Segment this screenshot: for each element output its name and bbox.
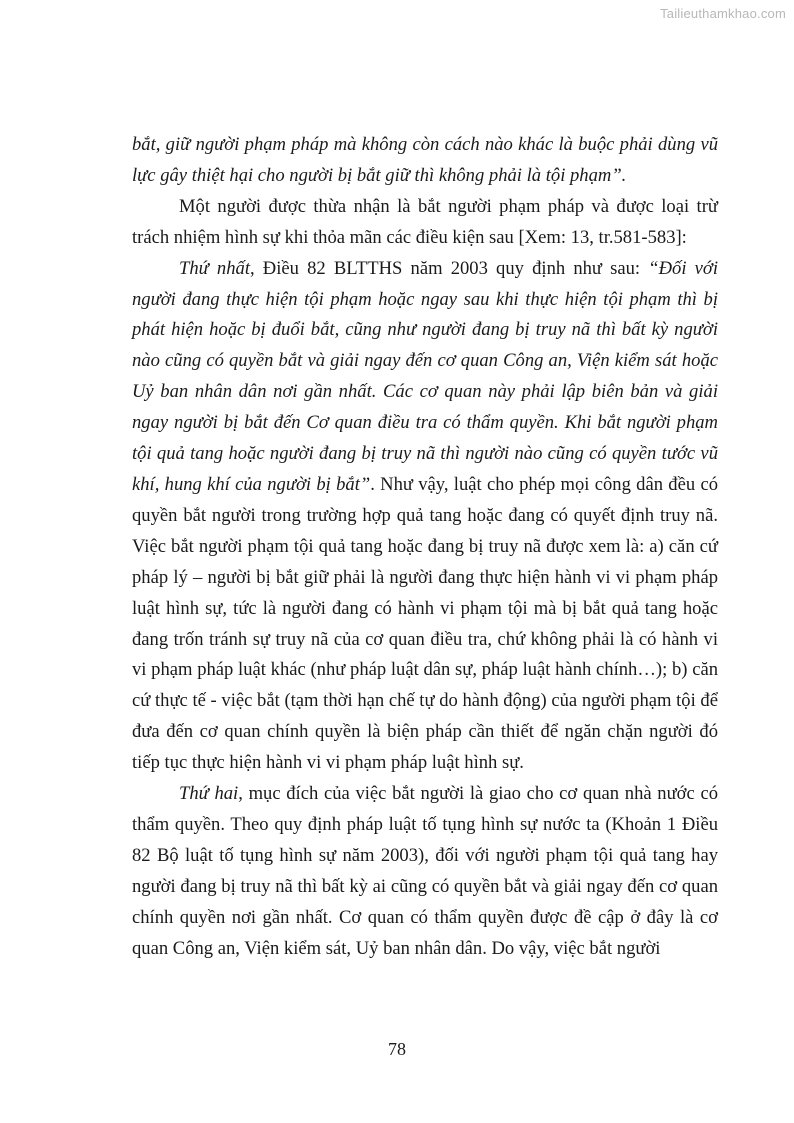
paragraph-4-text: , mục đích của việc bắt người là giao cho cơ quan nhà nước có thẩm quyền. Theo quy định pháp luật tố tụng hình sự nước ta (Khoản 1 Điều 82 Bộ luật tố tụng hình sự năm 2003), đối với người phạm tội quả tang hay người đang bị truy nã thì bất kỳ ai cũng có quyền bắt và giải ngay đến cơ quan chính quyền nơi gần nhất. Cơ quan có thẩm quyền được đề cập ở đây là cơ quan Công an, Viện kiểm sát, Uỷ ban nhân dân. Do vậy, việc bắt người <box>132 783 723 959</box>
paragraph-3 <box>132 254 723 779</box>
paragraph-2 <box>132 192 723 254</box>
watermark: Tailieuthamkhao.com <box>660 6 786 21</box>
paragraph-1 <box>132 130 723 192</box>
paragraph-3-quote: “Đối với người đang thực hiện tội phạm hoặc ngay sau khi thực hiện tội phạm thì bị phát hiện hoặc bị đuổi bắt, cũng như người đang bị truy nã thì bất kỳ người nào cũng có quyền bắt và giải ngay đến cơ quan Công an, Viện kiểm sát hoặc Uỷ ban nhân dân nơi gần nhất. Các cơ quan này phải lập biên bản và giải ngay người bị bắt đến Cơ quan điều tra có thẩm quyền. Khi bắt người phạm tội quả tang hoặc người đang bị truy nã thì người nào cũng có quyền tước vũ khí, hung khí của người bị bắt” <box>132 257 723 495</box>
paragraph-4-lead: Thứ hai <box>179 783 239 805</box>
paragraph-3-lead: Thứ nhất <box>179 257 250 279</box>
paragraph-4 <box>132 779 723 964</box>
page-number: 78 <box>388 1039 406 1059</box>
quote-continuation: bắt, giữ người phạm pháp mà không còn cách nào khác là buộc phải dùng vũ lực gây thiệt hại cho người bị bắt giữ thì không phải là tội phạm”. <box>132 134 723 186</box>
paragraph-3-text-a: , Điều 82 BLTTHS năm 2003 quy định như sau: <box>250 257 649 279</box>
paragraph-2-text: Một người được thừa nhận là bắt người phạm pháp và được loại trừ trách nhiệm hình sự khi thỏa mãn các điều kiện sau [Xem: 13, tr.581-583]: <box>132 195 723 248</box>
paragraph-3-text-b: . Như vậy, luật cho phép mọi công dân đều có quyền bắt người trong trường hợp quả tang hoặc đang có quyết định truy nã. Việc bắt người phạm tội quả tang hoặc đang bị truy nã được xem là: a) căn cứ pháp lý – người bị bắt giữ phải là người đang thực hiện hành vi vi phạm pháp luật hình sự, tức là người đang có hành vi phạm tội mà bị bắt quả tang hoặc đang trốn tránh sự truy nã của cơ quan điều tra, chứ không phải là có hành vi vi phạm pháp luật khác (như pháp luật dân sự, pháp luật hành chính…); b) căn cứ thực tế - việc bắt (tạm thời hạn chế tự do hành động) của người phạm tội để đưa đến cơ quan chính quyền là biện pháp cần thiết để ngăn chặn người đó tiếp tục thực hiện hành vi vi phạm pháp luật hình sự. <box>132 473 723 774</box>
page-body <box>132 130 723 964</box>
